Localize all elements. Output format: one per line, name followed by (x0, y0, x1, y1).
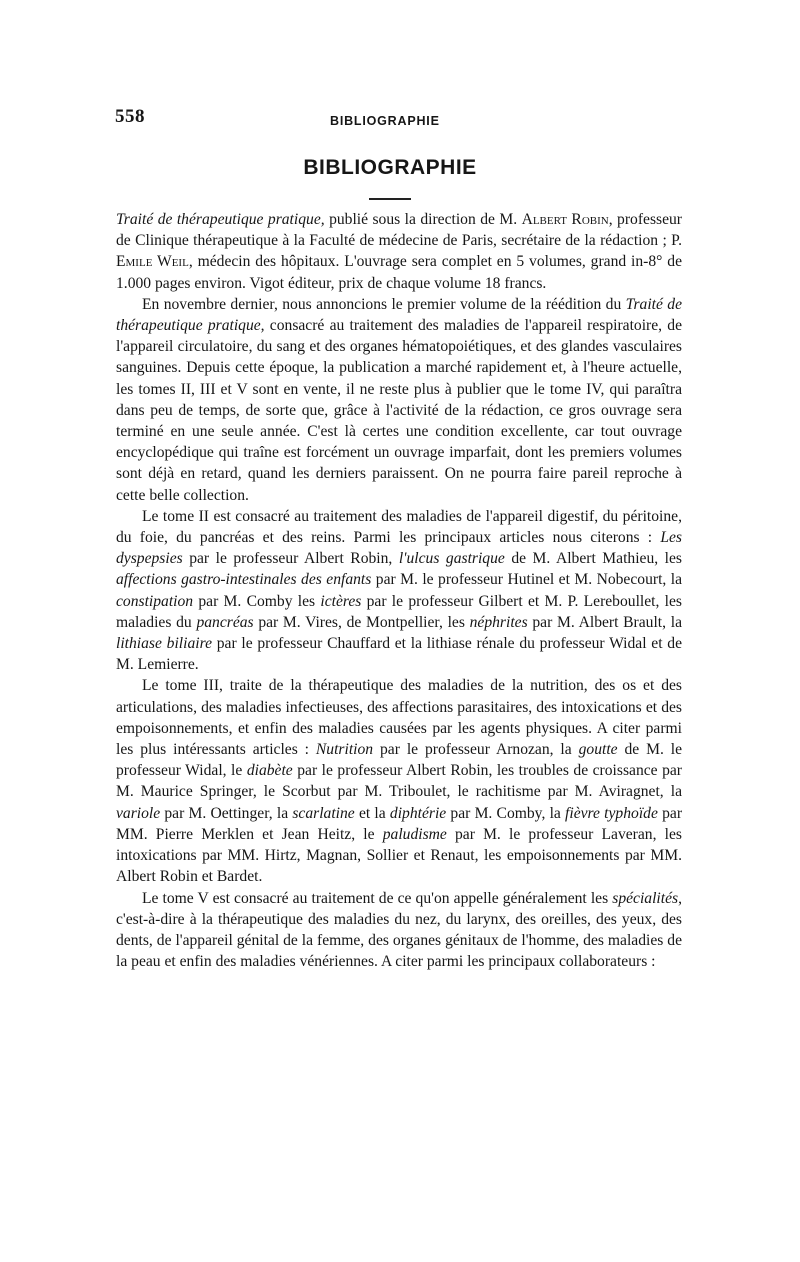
editor-name: Emile Weil (116, 253, 189, 271)
author-name: Albert Robin (521, 211, 609, 228)
paragraph-text: par M. Comby les (193, 592, 321, 610)
section-title: BIBLIOGRAPHIE (303, 156, 477, 179)
article-title: diphtérie (389, 804, 447, 822)
paragraph-tome-2 (116, 506, 682, 676)
paragraph-text: Le tome II est consacré au traitement des maladies de l'appareil digestif, du péritoine, du foie, du pancréas et des reins. Parmi les principaux articles nous citerons : (116, 507, 682, 547)
entry-text: publié sous la direction de M. (324, 211, 522, 228)
paragraph-text: par le professeur Gilbert et M. P. Lereboullet, les maladies du (116, 592, 682, 631)
article-title: spécialités (612, 889, 679, 907)
article-title: scarlatine (292, 804, 355, 822)
paragraph-intro (116, 294, 682, 506)
article-title: ictères (320, 592, 362, 610)
article-title: goutte (578, 741, 618, 759)
entry-text: , médecin des hôpitaux. L'ouvrage sera complet en 5 volumes, grand in-8° de 1.000 pages environ. Vigot éditeur, prix de chaque volume 18 francs. (116, 253, 682, 292)
paragraph-text: par M. le professeur Hutinel et M. Nobecourt, la (371, 571, 682, 589)
paragraph-text: par M. le professeur Laveran, les intoxications par MM. Hirtz, Magnan, Sollier et Renaut, les empoisonnements par MM. Albert Robin et Bardet. (116, 825, 682, 886)
paragraph-text: par M. Oettinger, la (160, 804, 293, 822)
paragraph-text: par le professeur Arnozan, la (373, 741, 579, 759)
title-rule (369, 198, 411, 200)
paragraph-text: par M. Comby, la (446, 804, 566, 822)
paragraph-text: Le tome III, traite de la thérapeutique des maladies de la nutrition, des os et des articulations, des maladies infectieuses, des affections parasitaires, des intoxications et des empoisonnements, et enfin des maladies causées par les agents physiques. A citer parmi les plus intéressants articles : (116, 677, 682, 759)
paragraph-text: consacré au traitement des maladies de l'appareil respiratoire, de l'appareil circulatoire, du sang et des organes hématopoiétiques, et des glandes vasculaires sanguines. Depuis cette époque, la publication a marché rapidement et, à l'heure actuelle, les tomes II, III et V sont en vente, il ne reste plus à publier que le tome IV, qui paraîtra dans peu de temps, de sorte que, grâce à l'activité de la rédaction, ce gros ouvrage sera terminé en une seule année. C'est là certes une condition excellente, car tout ouvrage encyclopédique qui traîne est forcément un ouvrage imparfait, dont les premiers volumes sont déjà en retard, quand les derniers paraissent. On ne pourra faire pareil reproche à cette belle collection. (116, 317, 682, 504)
article-title: variole (116, 804, 161, 822)
paragraph-text: par M. Vires, de Montpellier, les (253, 613, 470, 631)
paragraph-text: par le professeur Albert Robin, les troubles de croissance par M. Maurice Springer, le Scorbut par M. Triboulet, le rachitisme par M. Aviragnet, la (116, 762, 682, 801)
article-title: lithiase biliaire (116, 635, 212, 653)
article-title: l'ulcus gastrique (398, 550, 505, 568)
paragraph-text: En novembre dernier, nous annoncions le premier volume de la réédition du (142, 295, 626, 313)
article-title: diabète (246, 762, 293, 780)
page-number: 558 (115, 106, 145, 127)
article-title: affections gastro-intestinales des enfants (116, 571, 372, 589)
paragraph-text: , c'est-à-dire à la thérapeutique des maladies du nez, du larynx, des oreilles, des yeux, des dents, de l'appareil génital de la femme, des organes génitaux de l'homme, des maladies de la peau et enfin des maladies vénériennes. A citer parmi les principaux collaborateurs : (116, 889, 682, 971)
article-title: néphrites (469, 613, 528, 631)
paragraph-tome-5 (116, 888, 682, 973)
article-title: Les dyspepsies (116, 529, 682, 568)
paragraph-text: par le professeur Chauffard et la lithiase rénale du professeur Widal et de M. Lemierre. (116, 635, 682, 674)
paragraph-text: de M. le professeur Widal, le (116, 741, 683, 780)
paragraph-text: par le professeur Albert Robin, (182, 550, 399, 568)
article-title: Nutrition (315, 741, 374, 759)
running-head: BIBLIOGRAPHIE (330, 114, 440, 128)
paragraph-text: par MM. Pierre Merklen et Jean Heitz, le (116, 804, 683, 843)
book-title: Traité de thérapeutique pratique, (116, 211, 325, 228)
paragraph-text: et la (354, 804, 390, 822)
entry-text: , professeur de Clinique thérapeutique à la Faculté de médecine de Paris, secrétaire de la rédaction ; P. (116, 211, 683, 250)
paragraph-tome-3 (116, 675, 682, 887)
book-title-ref: Traité de thérapeutique pratique, (116, 295, 683, 335)
article-title: paludisme (382, 825, 447, 843)
article-title: pancréas (196, 613, 254, 631)
paragraph-text: de M. Albert Mathieu, les (504, 550, 682, 568)
article-title: constipation (116, 592, 194, 610)
paragraph-text: par M. Albert Brault, la (527, 613, 682, 631)
bibliographic-entry (116, 209, 682, 294)
paragraph-text: Le tome V est consacré au traitement de ce qu'on appelle généralement les (142, 889, 613, 907)
article-title: fièvre typhoïde (565, 804, 658, 822)
body-text (116, 209, 682, 972)
